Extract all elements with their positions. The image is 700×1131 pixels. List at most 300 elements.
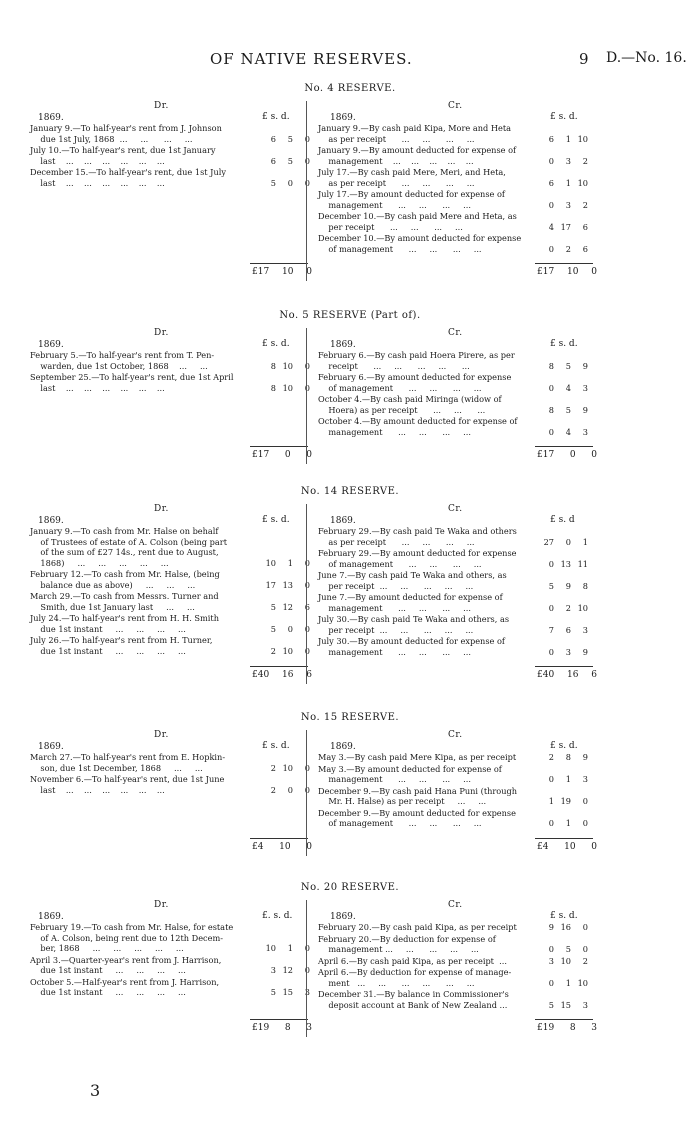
entry-amount (536, 244, 588, 255)
credit-total (537, 842, 597, 852)
ledger-entry (318, 167, 588, 188)
pence-value: 3 (304, 987, 310, 997)
total-rule (535, 838, 593, 839)
ledger-entry (30, 613, 310, 634)
debit-label: Dr. (154, 101, 169, 111)
ledger-entry (30, 123, 310, 144)
pounds-value: 27 (543, 536, 554, 547)
ledger-entry (30, 752, 310, 773)
pence-value: 6 (582, 221, 588, 232)
total-rule (535, 666, 593, 667)
pence-value: 0 (582, 796, 588, 806)
pence-value: 0 (304, 155, 310, 166)
total-pounds: £4 (537, 841, 549, 852)
entry-amount (536, 944, 588, 955)
entry-description: June 7.—By cash paid Te Waka and others, as per receipt ... ... ... ... ... (318, 570, 507, 591)
pounds-value: 6 (548, 133, 554, 144)
pounds-value: 5 (270, 623, 276, 634)
credit-total (537, 670, 597, 680)
ledger-entry (318, 233, 588, 254)
document-reference: D.—No. 16. (606, 50, 687, 66)
money-column-header: £ s. d. (550, 911, 578, 921)
pence-value: 8 (582, 580, 588, 591)
entry-description: February 29.—By cash paid Te Waka and others as per receipt ... ... ... ... (318, 526, 517, 547)
money-column-header: £. s. d. (262, 911, 293, 921)
entry-amount (258, 558, 310, 569)
credit-total (537, 1023, 597, 1033)
entry-amount (536, 978, 588, 989)
ledger-entry (30, 922, 310, 954)
shillings-value: 1 (565, 774, 571, 784)
shillings-value: 10 (282, 382, 293, 393)
entry-description: May 3.—By cash paid Mere Kipa, as per receipt (318, 752, 517, 762)
entry-amount (258, 624, 310, 635)
pence-value: 10 (577, 133, 588, 144)
total-shillings: 0 (284, 450, 291, 460)
pounds-value: 5 (548, 999, 554, 1010)
entry-amount (536, 774, 588, 785)
ledger-entry (30, 774, 310, 795)
shillings-value: 19 (560, 796, 571, 806)
entry-description: January 9.—To half-year's rent from J. Johnson due 1st July, 1868 ... ... ... ... (30, 123, 222, 144)
ledger-entry (318, 416, 588, 437)
ledger-entry (318, 145, 588, 166)
ledger-entry (318, 934, 588, 955)
pounds-value: 0 (548, 977, 554, 988)
entry-description: March 27.—To half-year's rent from E. Hopkin- son, due 1st December, 1868 ... ... (30, 752, 226, 773)
entry-amount (536, 647, 588, 658)
pence-value: 9 (582, 646, 588, 657)
pounds-value: 0 (548, 818, 554, 828)
pence-value: 10 (577, 977, 588, 988)
shillings-value: 5 (287, 155, 293, 166)
money-column-header: £ s. d. (550, 112, 578, 122)
debit-total (252, 842, 312, 852)
account-year: 1869. (38, 742, 64, 752)
entry-description: February 29.—By amount deducted for expense of management ... ... ... ... (318, 548, 517, 569)
total-shillings: 10 (567, 267, 579, 277)
pounds-value: 0 (548, 382, 554, 393)
pounds-value: 9 (548, 922, 554, 932)
ledger-entry (318, 614, 588, 635)
pence-value: 0 (304, 623, 310, 634)
debit-label: Dr. (154, 328, 169, 338)
account-year: 1869. (330, 912, 356, 922)
entry-amount (536, 222, 588, 233)
entry-amount (258, 987, 310, 998)
column-divider (306, 504, 307, 684)
total-pence: 0 (591, 841, 597, 852)
total-pence: 0 (306, 841, 312, 852)
shillings-value: 3 (565, 646, 571, 657)
total-pence: 0 (591, 450, 597, 460)
entry-description: April 6.—By cash paid Kipa, as per receipt ... (318, 955, 507, 966)
money-column-header: £ s. d. (262, 741, 290, 751)
ledger-entry (318, 548, 588, 569)
total-pence: 0 (591, 267, 597, 277)
shillings-value: 4 (565, 426, 571, 437)
credit-column (318, 712, 588, 856)
debit-column (30, 310, 310, 464)
entry-amount (536, 427, 588, 438)
entry-description: February 5.—To half-year's rent from T. Pen- warden, due 1st October, 1868 ... ... (30, 350, 215, 371)
shillings-value: 0 (287, 784, 293, 795)
shillings-value: 5 (565, 944, 571, 954)
account-year: 1869. (38, 340, 64, 350)
shillings-value: 8 (565, 752, 571, 762)
pounds-value: 8 (548, 360, 554, 371)
account-year: 1869. (330, 113, 356, 123)
entry-amount (536, 405, 588, 416)
shillings-value: 1 (565, 977, 571, 988)
ledger-entry (30, 372, 310, 393)
entry-amount (258, 580, 310, 591)
entry-description: September 25.—To half-year's rent, due 1st April last ... ... ... ... ... ... (30, 372, 234, 393)
shillings-value: 1 (565, 177, 571, 188)
ledger-entries (318, 752, 588, 830)
entry-description: December 31.—By balance in Commissioner's deposit account at Bank of New Zealand ... (318, 989, 509, 1010)
pence-value: 0 (304, 382, 310, 393)
pounds-value: 0 (548, 646, 554, 657)
ledger-entry (30, 977, 310, 998)
shillings-value: 5 (565, 404, 571, 415)
debit-column (30, 882, 310, 1037)
total-rule (250, 263, 308, 264)
pounds-value: 0 (548, 774, 554, 784)
entry-description: October 4.—By cash paid Miringa (widow of Hoera) as per receipt ... ... ... (318, 394, 502, 415)
entry-amount (536, 134, 588, 145)
credit-label: Cr. (448, 504, 463, 514)
shillings-value: 16 (560, 922, 571, 932)
money-column-header: £ s. d. (262, 112, 290, 122)
reserve-section (0, 310, 700, 464)
ledger-entry (318, 526, 588, 547)
pence-value: 9 (582, 360, 588, 371)
total-shillings: 8 (569, 1023, 576, 1033)
column-divider (306, 900, 307, 1037)
folio-number: 3 (90, 1081, 101, 1100)
shillings-value: 0 (287, 623, 293, 634)
debit-column (30, 712, 310, 856)
entry-amount (536, 922, 588, 933)
reserve-title: No. 15 RESERVE. (300, 712, 400, 723)
entry-description: October 4.—By amount deducted for expense of management ... ... ... ... (318, 416, 518, 437)
debit-label: Dr. (154, 900, 169, 910)
pence-value: 6 (304, 601, 310, 612)
shillings-value: 2 (565, 243, 571, 254)
shillings-value: 10 (282, 762, 293, 773)
pounds-value: 2 (270, 645, 276, 656)
total-pence: 0 (306, 450, 312, 460)
ledger-entry (30, 635, 310, 656)
account-year: 1869. (330, 340, 356, 350)
entry-amount (258, 965, 310, 976)
total-rule (535, 1019, 593, 1020)
shillings-value: 17 (560, 221, 571, 232)
debit-total (252, 267, 312, 277)
entry-description: November 6.—To half-year's rent, due 1st June last ... ... ... ... ... ... (30, 774, 225, 795)
pounds-value: 6 (548, 177, 554, 188)
total-rule (250, 666, 308, 667)
ledger-entry (318, 636, 588, 657)
credit-total (537, 450, 597, 460)
total-pounds: £17 (537, 450, 555, 460)
credit-column (318, 83, 588, 281)
ledger-entry (318, 752, 588, 763)
pence-value: 2 (582, 955, 588, 966)
entry-description: May 3.—By amount deducted for expense of management ... ... ... ... (318, 763, 502, 784)
ledger-entries (30, 123, 310, 189)
pence-value: 0 (304, 579, 310, 590)
pence-value: 9 (582, 752, 588, 762)
total-pounds: £40 (537, 670, 555, 680)
entry-amount (258, 763, 310, 774)
shillings-value: 5 (565, 360, 571, 371)
ledger-entry (318, 189, 588, 210)
entry-description: December 9.—By amount deducted for expense of management ... ... ... ... (318, 807, 516, 828)
shillings-value: 1 (287, 557, 293, 568)
ledger-entry (318, 394, 588, 415)
pounds-value: 2 (270, 762, 276, 773)
pounds-value: 5 (270, 177, 276, 188)
money-column-header: £ s. d. (262, 515, 290, 525)
entry-description: December 10.—By cash paid Mere and Heta, as per receipt ... ... ... ... (318, 211, 517, 232)
pence-value: 0 (304, 557, 310, 568)
credit-label: Cr. (448, 900, 463, 910)
total-shillings: 10 (279, 841, 291, 852)
pounds-value: 5 (270, 987, 276, 997)
entry-description: December 10.—By amount deducted for expense of management ... ... ... ... (318, 233, 522, 254)
debit-total (252, 450, 312, 460)
entry-amount (258, 134, 310, 145)
entry-amount (536, 625, 588, 636)
pence-value: 9 (582, 404, 588, 415)
entry-amount (536, 156, 588, 167)
credit-column (318, 486, 588, 684)
total-rule (250, 1019, 308, 1020)
shillings-value: 2 (565, 602, 571, 613)
entry-amount (536, 1000, 588, 1011)
entry-description: July 24.—To half-year's rent from H. H. Smith due 1st instant ... ... ... ... (30, 613, 219, 634)
total-pounds: £4 (252, 841, 264, 852)
total-shillings: 16 (567, 670, 579, 680)
entry-description: July 10.—To half-year's rent, due 1st January last ... ... ... ... ... ... (30, 145, 216, 166)
pence-value: 0 (304, 965, 310, 975)
ledger-entry (318, 211, 588, 232)
entry-description: February 20.—By cash paid Kipa, as per receipt (318, 922, 517, 932)
credit-label: Cr. (448, 730, 463, 740)
entry-amount (258, 785, 310, 796)
total-rule (535, 263, 593, 264)
reserve-section (0, 486, 700, 684)
shillings-value: 6 (565, 624, 571, 635)
entry-description: December 15.—To half-year's rent, due 1st July last ... ... ... ... ... ... (30, 167, 226, 188)
debit-label: Dr. (154, 504, 169, 514)
ledger-entry (318, 967, 588, 988)
ledger-entry (30, 591, 310, 612)
entry-amount (258, 383, 310, 394)
credit-label: Cr. (448, 101, 463, 111)
pence-value: 2 (582, 155, 588, 166)
page-number: 9 (579, 50, 589, 68)
entry-description: June 7.—By amount deducted for expense of management ... ... ... ... (318, 592, 503, 613)
shillings-value: 0 (565, 536, 571, 547)
account-year: 1869. (38, 516, 64, 526)
ledger-entry (30, 526, 310, 568)
pence-value: 0 (304, 784, 310, 795)
total-pence: 3 (306, 1023, 312, 1033)
account-year: 1869. (330, 742, 356, 752)
debit-column (30, 486, 310, 684)
debit-total (252, 670, 312, 680)
shillings-value: 10 (282, 645, 293, 656)
entry-description: February 6.—By cash paid Hoera Pirere, as per receipt ... ... ... ... ... (318, 350, 515, 371)
page-header (0, 50, 700, 72)
shillings-value: 10 (560, 955, 571, 966)
total-pence: 0 (306, 267, 312, 277)
entry-amount (536, 383, 588, 394)
shillings-value: 9 (565, 580, 571, 591)
ledger-entry (318, 592, 588, 613)
pounds-value: 5 (548, 580, 554, 591)
total-shillings: 0 (569, 450, 576, 460)
entry-amount (536, 796, 588, 807)
ledger-entries (30, 922, 310, 999)
ledger-entry (318, 989, 588, 1010)
entry-amount (258, 178, 310, 189)
column-divider (306, 328, 307, 464)
credit-label: Cr. (448, 328, 463, 338)
account-year: 1869. (38, 912, 64, 922)
money-column-header: £ s. d. (550, 741, 578, 751)
pence-value: 10 (577, 177, 588, 188)
entry-description: February 19.—To cash from Mr. Halse, for estate of A. Colson, being rent due to 12th Decem- ber, 1868 ... ... ... ... ... (30, 922, 234, 953)
entry-amount (536, 537, 588, 548)
reserve-section (0, 882, 700, 1037)
total-shillings: 10 (564, 841, 576, 852)
total-pounds: £19 (252, 1023, 270, 1033)
ledger-entries (318, 123, 588, 255)
pence-value: 0 (304, 360, 310, 371)
reserve-title: No. 5 RESERVE (Part of). (279, 310, 421, 321)
entry-amount (536, 603, 588, 614)
pounds-value: 4 (548, 221, 554, 232)
total-pounds: £17 (537, 267, 555, 277)
reserve-section (0, 712, 700, 856)
shillings-value: 5 (287, 133, 293, 144)
ledger-entry (318, 922, 588, 933)
entry-amount (536, 752, 588, 763)
debit-label: Dr. (154, 730, 169, 740)
credit-column (318, 310, 588, 464)
pence-value: 0 (304, 133, 310, 144)
ledger-entry (318, 808, 588, 829)
pence-value: 0 (304, 762, 310, 773)
column-divider (306, 730, 307, 856)
pounds-value: 0 (548, 944, 554, 954)
shillings-value: 1 (565, 133, 571, 144)
pence-value: 3 (582, 426, 588, 437)
money-column-header: £ s. d. (262, 339, 290, 349)
shillings-value: 0 (287, 177, 293, 188)
shillings-value: 1 (565, 818, 571, 828)
entry-description: January 9.—To cash from Mr. Halse on behalf of Trustees of estate of A. Colson (being part of the sum of £27 14s., rent due to August, 1868) ... ... ... ... ... (30, 526, 227, 568)
pounds-value: 0 (548, 155, 554, 166)
shillings-value: 4 (565, 382, 571, 393)
total-shillings: 16 (282, 670, 294, 680)
pounds-value: 0 (548, 426, 554, 437)
entry-description: February 12.—To cash from Mr. Halse, (being balance due as above) ... ... ... (30, 569, 220, 590)
shillings-value: 12 (282, 965, 293, 975)
credit-total (537, 267, 597, 277)
ledger-entries (30, 350, 310, 394)
ledger-entry (318, 764, 588, 785)
entry-amount (258, 156, 310, 167)
entry-description: February 20.—By deduction for expense of management ... ... ... ... ... (318, 933, 496, 954)
entry-description: July 30.—By amount deducted for expense of management ... ... ... ... (318, 636, 505, 657)
entry-amount (258, 943, 310, 954)
entry-description: January 9.—By amount deducted for expense of management ... ... ... ... ... (318, 145, 517, 166)
pence-value: 0 (582, 818, 588, 828)
total-pounds: £17 (252, 267, 270, 277)
pounds-value: 8 (548, 404, 554, 415)
reserve-title: No. 4 RESERVE. (304, 83, 396, 94)
entry-amount (536, 956, 588, 967)
entry-amount (258, 646, 310, 657)
shillings-value: 13 (560, 558, 571, 569)
debit-column (30, 83, 310, 281)
pounds-value: 6 (270, 133, 276, 144)
pence-value: 0 (304, 645, 310, 656)
column-divider (306, 101, 307, 281)
pence-value: 11 (577, 558, 588, 569)
page-title: OF NATIVE RESERVES. (210, 50, 413, 68)
pence-value: 0 (304, 177, 310, 188)
pence-value: 0 (582, 944, 588, 954)
entry-description: April 6.—By deduction for expense of manage- ment ... ... ... ... ... ... (318, 967, 512, 988)
pence-value: 3 (582, 774, 588, 784)
total-pence: 3 (591, 1023, 597, 1033)
pence-value: 10 (577, 602, 588, 613)
shillings-value: 15 (560, 999, 571, 1010)
ledger-entry (30, 955, 310, 976)
entry-description: October 5.—Half-year's rent from J. Harrison, due 1st instant ... ... ... ... (30, 976, 220, 997)
pounds-value: 8 (270, 360, 276, 371)
pence-value: 3 (582, 624, 588, 635)
entry-amount (536, 559, 588, 570)
entry-description: March 29.—To cash from Messrs. Turner and Smith, due 1st January last ... ... (30, 591, 219, 612)
entry-amount (536, 581, 588, 592)
credit-column (318, 882, 588, 1037)
pounds-value: 0 (548, 558, 554, 569)
pounds-value: 10 (265, 557, 276, 568)
pounds-value: 3 (270, 965, 276, 975)
total-pence: 6 (306, 670, 312, 680)
money-column-header: £ s. d (550, 515, 575, 525)
ledger-entry (318, 956, 588, 967)
entry-amount (258, 602, 310, 613)
entry-description: July 17.—By amount deducted for expense of management ... ... ... ... (318, 189, 505, 210)
pounds-value: 2 (548, 752, 554, 762)
ledger-entry (318, 786, 588, 807)
total-rule (535, 446, 593, 447)
entry-amount (536, 178, 588, 189)
ledger-entries (318, 922, 588, 1011)
ledger-entry (318, 570, 588, 591)
debit-total (252, 1023, 312, 1033)
ledger-entry (318, 350, 588, 371)
ledger-entries (30, 752, 310, 796)
